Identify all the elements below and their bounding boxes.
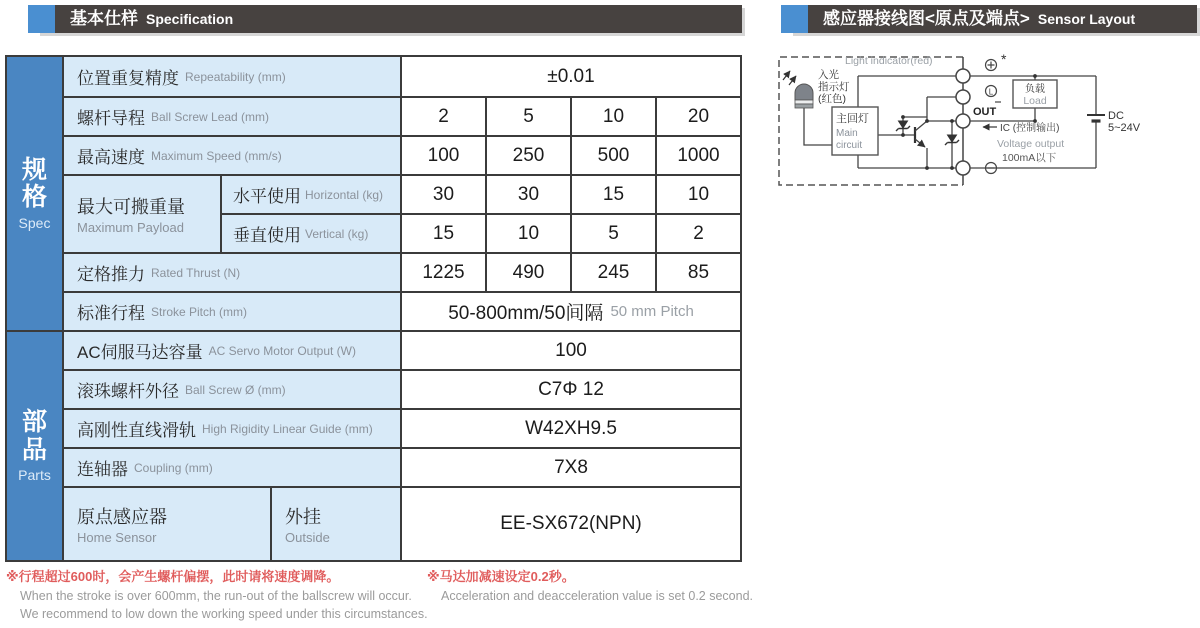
row-value: W42XH9.5: [402, 410, 740, 447]
table-row-repeatability: [64, 57, 740, 96]
stroke-value-zh: 50-800mm/50间隔: [448, 303, 604, 324]
value-cell: 85: [655, 254, 740, 291]
table-row-ball-screw-dia: [64, 369, 740, 408]
row-value: ±0.01: [402, 57, 740, 96]
spec-table: [5, 55, 742, 562]
row-label-zh: 最大可搬重量: [77, 197, 185, 217]
main-circuit-label-en2: circuit: [836, 140, 863, 151]
row-label-zh: 高刚性直线滑轨: [77, 421, 196, 440]
table-row-max-speed: [64, 135, 740, 174]
row-value: [402, 293, 740, 330]
row-label-zh: 位置重复精度: [77, 69, 179, 88]
stroke-value-en: 50 mm Pitch: [610, 303, 694, 320]
row-label: [64, 410, 402, 447]
value-cell: 250: [485, 137, 570, 174]
spec-header-en: Specification: [146, 11, 234, 27]
asterisk-mark: *: [1001, 51, 1007, 67]
payload-sub-rows: [222, 176, 740, 252]
value-cell: 20: [655, 98, 740, 135]
l-terminal-wire: [927, 97, 956, 121]
row-label-en: Maximum Speed (mm/s): [151, 148, 282, 163]
footnote-stroke-en1: When the stroke is over 600mm, the run-out of the ballscrew will occur.: [20, 589, 412, 603]
row-label-zh: 连轴器: [77, 460, 128, 479]
load-label-zh: 负载: [1025, 84, 1045, 95]
sensor-header-en: Sensor Layout: [1037, 11, 1136, 27]
row-label-en: Coupling (mm): [134, 460, 213, 475]
value-cell: 1225: [402, 254, 485, 291]
value-cell: 5: [485, 98, 570, 135]
table-row-servo-output: [64, 330, 740, 369]
payload-group-label: [64, 176, 222, 252]
value-cell: 10: [655, 176, 740, 213]
row-label-zh: 定格推力: [77, 265, 145, 284]
value-cell: 100: [402, 137, 485, 174]
value-cell: 490: [485, 254, 570, 291]
row-label-en: Ball Screw Lead (mm): [151, 109, 270, 124]
value-cell: 5: [570, 215, 655, 252]
sub-label: [222, 215, 402, 252]
row-label-zh: 滚珠螺杆外径: [77, 382, 179, 401]
table-row-rated-thrust: [64, 252, 740, 291]
voltage-output-label: Voltage output: [997, 138, 1065, 150]
row-value: C7Φ 12: [402, 371, 740, 408]
terminal-minus: [956, 161, 970, 175]
row-label-en: Stroke Pitch (mm): [151, 304, 248, 319]
light-indicator-label-zh2: 指示灯: [818, 81, 850, 93]
ic-label: IC (控制输出): [1000, 123, 1060, 134]
value-cell: 2: [655, 215, 740, 252]
led-indicator-icon: [783, 71, 813, 108]
value-cell: 2: [402, 98, 485, 135]
out-label: OUT: [973, 106, 997, 118]
sub-label-zh: 水平使用: [233, 187, 301, 206]
light-ray-arrow: [783, 71, 790, 80]
row-label: [64, 449, 402, 486]
stub-parts-en: Parts: [18, 467, 51, 483]
table-row-stroke-pitch: [64, 291, 740, 330]
row-label-en: Home Sensor: [77, 530, 157, 545]
main-circuit-label-zh: 主回灯: [836, 113, 869, 125]
stub-parts: [7, 330, 64, 560]
l-terminal-letter: L: [988, 87, 994, 97]
light-indicator-label-en: Light indicator(red): [845, 55, 933, 67]
value-cell: 15: [402, 215, 485, 252]
row-label-en: Repeatability (mm): [185, 69, 286, 84]
sensor-wiring-diagram: [775, 45, 1200, 210]
row-label-zh: 最高速度: [77, 148, 145, 167]
main-circuit-label-en1: Main: [836, 128, 858, 139]
row-label-en: Maximum Payload: [77, 220, 184, 235]
row-value: EE-SX672(NPN): [402, 488, 740, 560]
current-limit-label: 100mA以下: [1002, 152, 1057, 164]
row-label: [64, 371, 402, 408]
row-label: [64, 254, 402, 291]
value-cell: 245: [570, 254, 655, 291]
payload-horizontal-row: [222, 176, 740, 213]
table-row-linear-guide: [64, 408, 740, 447]
table-rows: [64, 57, 740, 560]
row-label: [64, 488, 272, 560]
row-label: [64, 98, 402, 135]
row-label-zh: AC伺服马达容量: [77, 343, 203, 362]
row-label: [64, 137, 402, 174]
table-row-ball-screw-lead: [64, 96, 740, 135]
sensor-section-header: [790, 5, 1197, 33]
battery-symbol: [1087, 115, 1105, 121]
table-row-coupling: [64, 447, 740, 486]
load-label-en: Load: [1023, 95, 1047, 107]
row-label-en: Rated Thrust (N): [151, 265, 241, 280]
value-cell: 10: [485, 215, 570, 252]
spec-header-zh: 基本仕样: [70, 9, 138, 28]
value-cell: 15: [570, 176, 655, 213]
sub-label-en: Outside: [285, 530, 330, 545]
row-label: [64, 57, 402, 96]
footnote-stroke: [6, 566, 428, 623]
sub-label-zh: 垂直使用: [233, 226, 301, 245]
row-value: 100: [402, 332, 740, 369]
sub-label: [222, 176, 402, 213]
sub-label-zh: 外挂: [285, 507, 321, 527]
sensor-header-zh: 感应器接线图<原点及端点>: [823, 9, 1030, 28]
sub-label-en: Vertical (kg): [305, 226, 369, 241]
light-ray-arrow: [789, 76, 796, 85]
light-indicator-label-zh3: (红色): [818, 93, 846, 105]
table-row-max-payload: [64, 174, 740, 252]
value-cell: 1000: [655, 137, 740, 174]
terminal-out: [956, 114, 970, 128]
footnote-acceleration-en: Acceleration and deacceleration value is set 0.2 second.: [441, 589, 753, 603]
value-cell: 30: [402, 176, 485, 213]
row-label: [64, 293, 402, 330]
footnote-acceleration: [427, 566, 753, 606]
terminal-plus: [956, 69, 970, 83]
value-cell: 500: [570, 137, 655, 174]
payload-vertical-row: [222, 213, 740, 252]
dc-voltage-label: 5~24V: [1108, 122, 1141, 134]
row-label-zh: 原点感应器: [77, 507, 167, 527]
table-row-home-sensor: [64, 486, 740, 560]
row-label: [64, 332, 402, 369]
accent-square: [28, 5, 55, 33]
stub-spec-en: Spec: [18, 214, 51, 231]
transistor-symbol: [915, 121, 927, 147]
row-label-en: Ball Screw Ø (mm): [185, 382, 286, 397]
terminal-l: [956, 90, 970, 104]
accent-square: [781, 5, 808, 33]
light-indicator-label-zh1: 入光: [818, 69, 839, 81]
footnote-acceleration-zh: ※马达加减速设定0.2秒。: [427, 569, 575, 584]
row-label-en: High Rigidity Linear Guide (mm): [202, 421, 373, 436]
sub-label-en: Horizontal (kg): [305, 187, 384, 202]
row-label-zh: 标准行程: [77, 304, 145, 323]
stub-parts-zh: 部品: [21, 408, 47, 464]
footnote-stroke-zh: ※行程超过600时，会产生螺杆偏摆，此时请将速度调降。: [6, 569, 340, 584]
row-value: 7X8: [402, 449, 740, 486]
value-cell: 10: [570, 98, 655, 135]
footnote-stroke-en2: We recommend to low down the working speed under this circumstances.: [20, 606, 428, 621]
dc-label: DC: [1108, 110, 1124, 122]
led-wire: [804, 108, 832, 145]
value-cell: 30: [485, 176, 570, 213]
stub-spec-zh: 规格: [21, 155, 47, 211]
sub-label-outside: [272, 488, 402, 560]
stub-spec: [7, 57, 64, 330]
spec-section-header: [37, 5, 742, 33]
row-label-en: AC Servo Motor Output (W): [208, 343, 356, 358]
row-label-zh: 螺杆导程: [77, 109, 145, 128]
